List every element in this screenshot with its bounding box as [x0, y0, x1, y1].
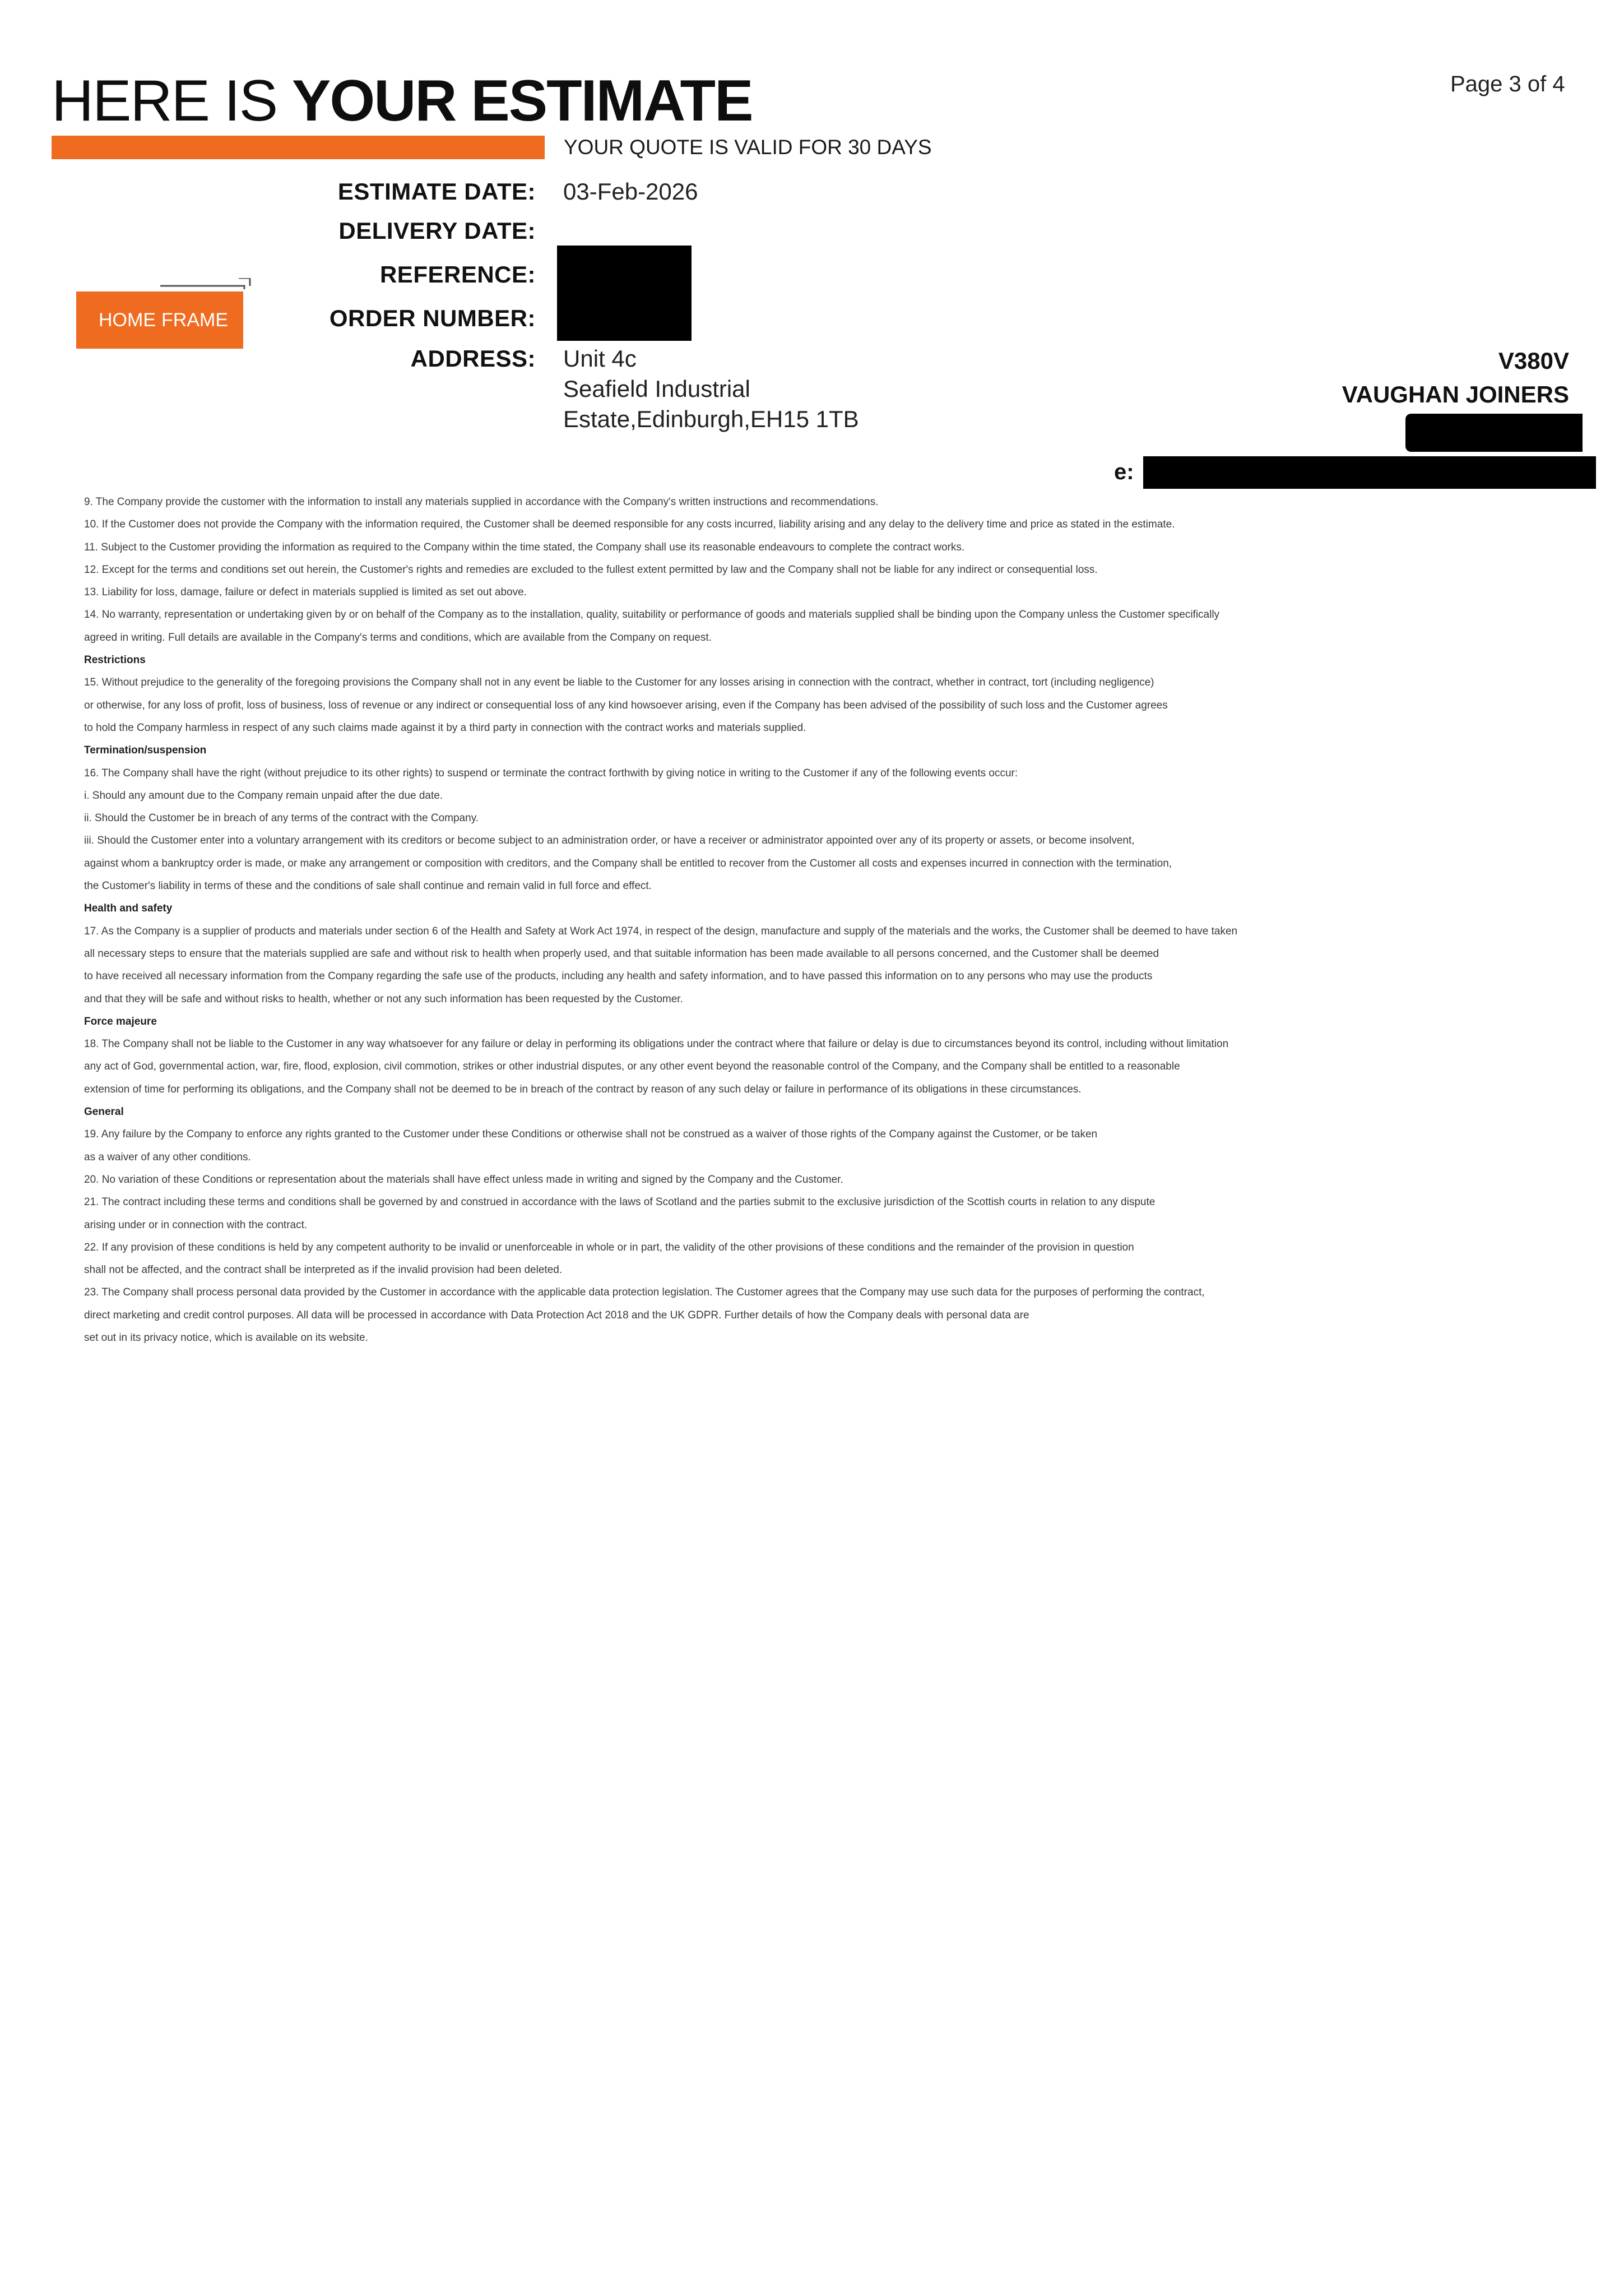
address-line-1: Unit 4c — [563, 345, 637, 372]
redacted-phone — [1405, 414, 1583, 452]
terms-line: 21. The contract including these terms and conditions shall be governed by and construed in accordance with the laws of Scotland and the parties submit to the exclusive jurisdiction of the Scottish courts in relation to any dispute — [84, 1196, 1156, 1209]
logo-home-text: HOME — [99, 309, 156, 331]
terms-line: 13. Liability for loss, damage, failure or defect in materials supplied is limited as set out above. — [84, 586, 527, 599]
terms-line: ii. Should the Customer be in breach of any terms of the contract with the Company. — [84, 812, 479, 825]
terms-section-heading: Termination/suspension — [84, 744, 207, 757]
terms-line: or otherwise, for any loss of profit, loss of business, loss of revenue or any indirect or consequential loss of any kind howsoever arising, even if the Company has been advised of the possibility of such loss and the Customer agrees — [84, 699, 1168, 711]
terms-line: 23. The Company shall process personal data provided by the Customer in accordance with the applicable data protection legislation. The Customer agrees that the Company may use such data for the purposes of performing the contract, — [84, 1286, 1205, 1299]
terms-line: against whom a bankruptcy order is made, or make any arrangement or composition with creditors, and the Company shall be entitled to recover from the Customer all costs and expenses incurred in connection with the termination, — [84, 857, 1172, 869]
terms-section-heading: Restrictions — [84, 654, 146, 666]
terms-line: 15. Without prejudice to the generality of the foregoing provisions the Company shall not in any event be liable to the Customer for any losses arising in connection with the contract, whether in contract, tort (including negligence) — [84, 677, 1154, 689]
terms-line: 9. The Company provide the customer with the information to install any materials supplied in accordance with the Company's written instructions and recommendations. — [84, 496, 879, 508]
terms-line: arising under or in connection with the contract. — [84, 1219, 308, 1231]
address-label: ADDRESS: — [410, 345, 536, 372]
logo-frame-text: FRAME — [161, 309, 228, 331]
reference-label: REFERENCE: — [379, 261, 536, 288]
page-title: HERE IS YOUR ESTIMATE — [52, 68, 753, 133]
terms-line: any act of God, governmental action, war, fire, flood, explosion, civil commotion, strikes or other industrial disputes, or any other event beyond the reasonable control of the Company, and the Company shall be entitled to a reasonable — [84, 1061, 1180, 1073]
terms-line: the Customer's liability in terms of these and the conditions of sale shall continue and remain valid in full force and effect. — [84, 880, 652, 892]
terms-line: 10. If the Customer does not provide the Company with the information required, the Customer shall be deemed responsible for any costs incurred, liability arising and any delay to the delivery time and price as stated in the estimate. — [84, 519, 1175, 531]
quote-validity-note: YOUR QUOTE IS VALID FOR 30 DAYS — [564, 136, 932, 159]
homeframe-logo-mark — [76, 278, 256, 349]
terms-section-heading: Health and safety — [84, 902, 173, 915]
terms-line: 18. The Company shall not be liable to the Customer in any way whatsoever for any failure or delay in performing its obligations under the contract where that failure or delay is due to circumstances beyond its control, including without limitation — [84, 1038, 1229, 1050]
terms-line: 12. Except for the terms and conditions set out herein, the Customer's rights and remedies are excluded to the fullest extent permitted by law and the Company shall not be liable for any indirect or consequential loss. — [84, 563, 1098, 576]
email-label: e: — [1114, 460, 1134, 484]
terms-line: 16. The Company shall have the right (without prejudice to its other rights) to suspend or terminate the contract forthwith by giving notice in writing to the Customer if any of the following events occur: — [84, 767, 1018, 779]
estimate-date-label: ESTIMATE DATE: — [337, 178, 536, 205]
terms-line: as a waiver of any other conditions. — [84, 1151, 251, 1163]
terms-line: 22. If any provision of these conditions is held by any competent authority to be invalid or unenforceable in whole or in part, the validity of the other provisions of these conditions and the remainder of the provision in question — [84, 1241, 1134, 1253]
terms-line: 17. As the Company is a supplier of products and materials under section 6 of the Health and Safety at Work Act 1974, in respect of the design, manufacture and supply of the materials and the works, the Customer shall be deemed to have taken — [84, 925, 1238, 937]
terms-line: 14. No warranty, representation or undertaking given by or on behalf of the Company as to the installation, quality, suitability or performance of goods and materials supplied shall be binding upon the Company unless the Customer specifically — [84, 609, 1220, 621]
terms-line: all necessary steps to ensure that the materials supplied are safe and without risk to health when properly used, and that suitable information has been made available to all persons concerned, and the Customer shall be deemed — [84, 947, 1159, 960]
terms-section-heading: Force majeure — [84, 1015, 157, 1027]
address-line-2: Seafield Industrial — [563, 376, 750, 402]
terms-line: to hold the Company harmless in respect of any such claims made against it by a third party in connection with the contract works and materials supplied. — [84, 721, 806, 734]
terms-line: 11. Subject to the Customer providing the information as required to the Company within the time stated, the Company shall use its reasonable endeavours to complete the contract works. — [84, 541, 965, 553]
delivery-date-label: DELIVERY DATE: — [338, 217, 536, 244]
terms-line: 19. Any failure by the Company to enforce any rights granted to the Customer under these Conditions or otherwise shall not be construed as a waiver of those rights of the Company against the Customer, or be taken — [84, 1128, 1098, 1141]
page-number: Page 3 of 4 — [1450, 72, 1565, 96]
terms-line: and that they will be safe and without risks to health, whether or not any such information has been requested by the Customer. — [84, 993, 683, 1005]
terms-line: direct marketing and credit control purposes. All data will be processed in accordance with Data Protection Act 2018 and the UK GDPR. Further details of how the Company deals with personal data are — [84, 1309, 1029, 1321]
terms-line: to have received all necessary information from the Company regarding the safe use of the products, including any health and safety information, and to have passed this information on to any persons who may use the products — [84, 970, 1153, 983]
terms-section-heading: General — [84, 1106, 124, 1118]
redacted-reference-order — [557, 246, 692, 341]
terms-line: shall not be affected, and the contract shall be interpreted as if the invalid provision had been deleted. — [84, 1264, 563, 1276]
terms-line: extension of time for performing its obligations, and the Company shall not be deemed to be in breach of the contract by reason of any such delay or failure in performance of its obligations in these circumstances. — [84, 1083, 1082, 1095]
terms-line: iii. Should the Customer enter into a voluntary arrangement with its creditors or become subject to an administration order, or have a receiver or administrator appointed over any of its property or assets, or become insolvent, — [84, 835, 1135, 847]
order-number-label: ORDER NUMBER: — [329, 305, 536, 331]
terms-line: 20. No variation of these Conditions or representation about the materials shall have effect unless made in writing and signed by the Company and the Customer. — [84, 1173, 843, 1186]
customer-code: V380V — [1498, 348, 1569, 374]
estimate-date-value: 03-Feb-2026 — [563, 178, 698, 205]
accent-bar — [52, 136, 545, 159]
customer-name: VAUGHAN JOINERS — [1342, 381, 1569, 408]
terms-line: set out in its privacy notice, which is available on its website. — [84, 1331, 368, 1344]
terms-line: agreed in writing. Full details are available in the Company's terms and conditions, which are available from the Company on request. — [84, 631, 712, 644]
redacted-email — [1143, 456, 1596, 489]
terms-and-conditions — [84, 491, 1294, 1349]
homeframe-logo — [76, 278, 256, 349]
terms-line: i. Should any amount due to the Company remain unpaid after the due date. — [84, 789, 443, 802]
address-line-3: Estate,Edinburgh,EH15 1TB — [563, 406, 859, 432]
